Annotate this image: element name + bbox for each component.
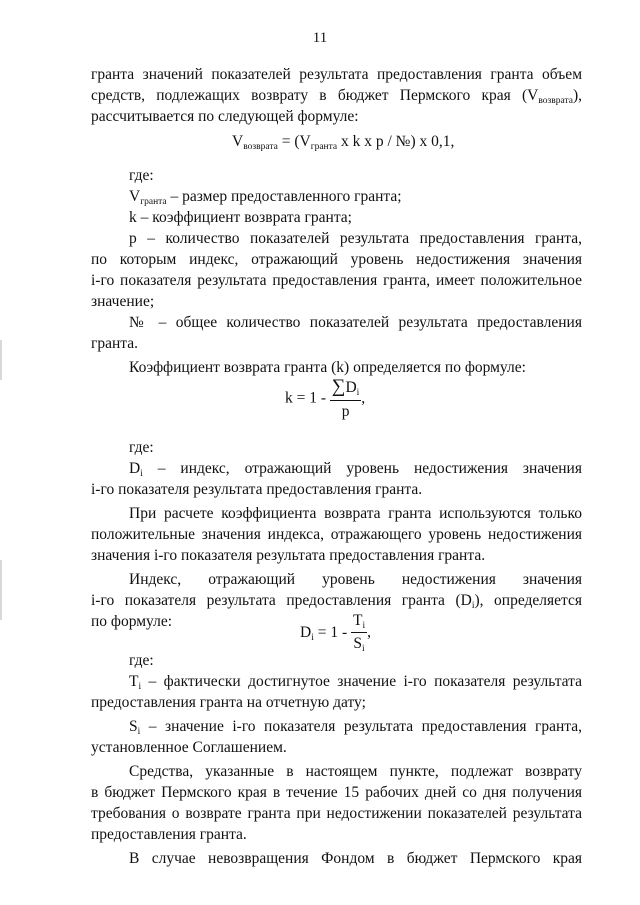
definitions-block-3 — [91, 650, 582, 869]
page-number: 11 — [312, 30, 328, 46]
paragraph-funds: Средства, указанные в настоящем пункте, подлежат возврату — [129, 763, 582, 780]
paragraph-positive: При расчете коэффициента возврата гранта используются только — [129, 505, 582, 522]
scan-margin-mark — [0, 560, 2, 620]
definition-t-line: предоставления гранта на отчетную дату; — [91, 694, 366, 711]
where-label: где: — [129, 439, 154, 456]
k-intro: Коэффициент возврата гранта (k) определяется по формуле: — [129, 359, 526, 376]
paragraph-funds: в бюджет Пермского края в течение 15 рабочих дней со дня получения — [91, 784, 582, 801]
paragraph-positive: положительные значения индекса, отражающего уровень недостижения — [91, 526, 582, 543]
definition-p-line: значение; — [91, 293, 155, 310]
formula-d: $D_i = 1$ - $\frac{T_i}{S_i}$ , — [300, 612, 371, 654]
definition-p-line: по которым индекс, отражающий уровень недостижения значения — [91, 251, 582, 268]
paragraph-intro — [91, 64, 582, 127]
definition-v-grant: $V_{гранта}$ – размер предоставленного гранта; — [129, 188, 402, 207]
text-line: рассчитывается по следующей формуле: — [91, 108, 359, 125]
definition-s-line: установленное Соглашением. — [91, 739, 287, 756]
where-label: где: — [129, 167, 154, 184]
paragraph-funds: предоставления гранта. — [91, 826, 247, 843]
fraction-d: $\frac{T_i}{S_i}$ — [353, 612, 366, 654]
definition-p-line: p – количество показателей результата предоставления гранта, — [129, 230, 582, 247]
definition-s-line: $S_i$ – значение i-го показателя результата предоставления гранта, — [129, 718, 582, 737]
where-label: где: — [129, 652, 154, 669]
definition-n-line: № – общее количество показателей результата предоставления — [129, 314, 582, 331]
paragraph-positive: значения i-го показателя результата предоставления гранта. — [91, 547, 486, 564]
definition-k: k – коэффициент возврата гранта; — [129, 209, 352, 226]
definitions-block-2 — [91, 437, 582, 632]
paragraph-index: Индекс, отражающий уровень недостижения значения — [129, 571, 582, 588]
text-line: средств, подлежащих возврату в бюджет Пермского края $(V_{возврата})$, — [91, 87, 582, 106]
definition-n-line: гранта. — [91, 335, 138, 352]
text-line: гранта значений показателей результата предоставления гранта объем — [91, 66, 582, 83]
paragraph-last: В случае невозвращения Фондом в бюджет Пермского края — [129, 850, 582, 867]
fraction-k: $\frac{\sum D_i}{p}$ — [331, 376, 360, 420]
definition-d-line: $D_i$ – индекс, отражающий уровень недостижения значения — [129, 460, 582, 479]
formula-refund-amount: $V_{возврата} = (V_{гранта}$ x k x p / №) x 0,1, — [232, 133, 455, 152]
definition-d-line: i-го показателя результата предоставления гранта. — [91, 481, 423, 498]
scan-margin-mark — [0, 340, 2, 380]
paragraph-index: по формуле: — [91, 613, 173, 630]
formula-k: k = 1 - $\frac{\sum D_i}{p}$ , — [285, 376, 366, 420]
paragraph-index: i-го показателя результата предоставления гранта $(D_i)$, определяется — [91, 592, 582, 611]
paragraph-funds: требования о возврате гранта при недостижении показателей результата — [91, 805, 582, 822]
definition-p-line: i-го показателя результата предоставления гранта, имеет положительное — [91, 272, 582, 289]
definition-t-line: $T_i$ – фактически достигнутое значение i-го показателя результата — [129, 673, 582, 692]
definitions-block-1 — [91, 165, 582, 378]
